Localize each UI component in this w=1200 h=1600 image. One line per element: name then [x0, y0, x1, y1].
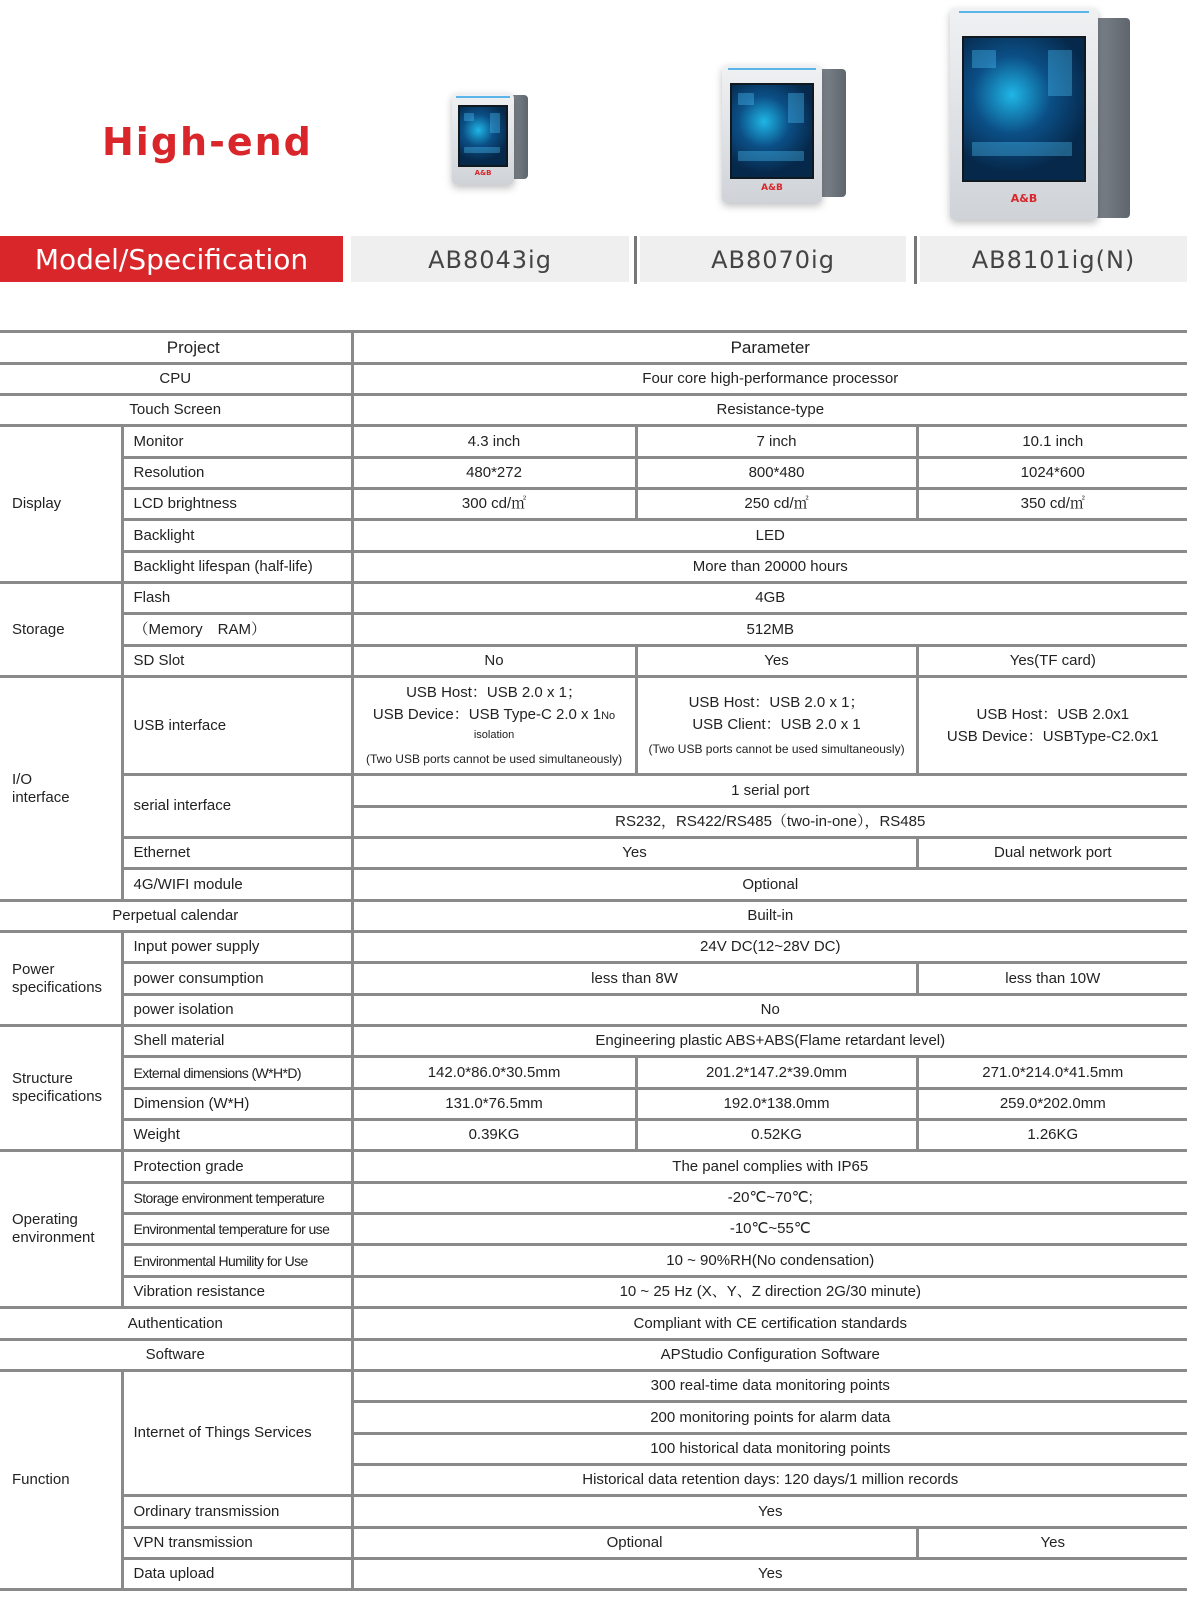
divider	[634, 236, 637, 284]
table-row	[0, 364, 1187, 395]
table-row	[0, 1057, 1187, 1089]
row-value: Historical data retention days: 120 days/1 million records	[352, 1465, 1187, 1496]
table-row	[0, 614, 1187, 646]
row-value: Yes	[352, 838, 917, 869]
row-value: APStudio Configuration Software	[352, 1340, 1187, 1371]
parameter-header: Parameter	[352, 332, 1187, 364]
row-label: power consumption	[122, 963, 352, 995]
usb-cell-ab8043ig	[352, 677, 636, 775]
table-header-row	[0, 332, 1187, 364]
cell-line-note: No isolation	[473, 709, 616, 741]
row-value: less than 8W	[352, 963, 917, 995]
row-value: 10 ~ 90%RH(No condensation)	[352, 1245, 1187, 1277]
row-label: Input power supply	[122, 932, 352, 963]
cell-value: 201.2*147.2*39.0mm	[636, 1057, 917, 1089]
cell-value: Yes	[636, 646, 917, 677]
table-row	[0, 1120, 1187, 1151]
model-header	[0, 236, 1187, 282]
cell-value: 192.0*138.0mm	[636, 1089, 917, 1120]
table-row	[0, 1183, 1187, 1214]
table-row	[0, 901, 1187, 932]
usb-cell-ab8101ig	[917, 677, 1187, 775]
group-label-function: Function	[0, 1371, 122, 1590]
row-value: LED	[352, 520, 1187, 552]
table-row	[0, 963, 1187, 995]
cell-value: 1024*600	[917, 458, 1187, 489]
cell-value: 0.52KG	[636, 1120, 917, 1151]
brand-logo: A&B	[1010, 192, 1038, 205]
cell-value: 250 cd/㎡	[636, 489, 917, 520]
row-label: Ordinary transmission	[122, 1496, 352, 1528]
row-value: No	[352, 995, 1187, 1026]
group-label-io	[0, 677, 122, 901]
cell-line	[358, 706, 631, 744]
row-value: 10 ~ 25 Hz (X、Y、Z direction 2G/30 minute)	[352, 1277, 1187, 1308]
row-value: Yes	[352, 1559, 1187, 1590]
table-row	[0, 1214, 1187, 1245]
table-row	[0, 646, 1187, 677]
cell-value: 4.3 inch	[352, 426, 636, 458]
device-image-ab8070ig	[722, 65, 848, 207]
table-row	[0, 552, 1187, 583]
cell-line: USB Host：USB 2.0x1	[976, 705, 1130, 723]
table-row	[0, 677, 1187, 775]
row-label: Backlight	[122, 520, 352, 552]
cell-value: 1.26KG	[917, 1120, 1187, 1151]
cell-line: USB Host：USB 2.0 x 1；	[688, 693, 865, 711]
model-name-ab8070ig: AB8070ig	[640, 236, 906, 282]
table-row	[0, 426, 1187, 458]
table-row	[0, 838, 1187, 869]
cell-value: No	[352, 646, 636, 677]
row-label: Vibration resistance	[122, 1277, 352, 1308]
table-row	[0, 995, 1187, 1026]
group-label-structure	[0, 1026, 122, 1151]
cell-value: Yes	[917, 1528, 1187, 1559]
cell-value: 10.1 inch	[917, 426, 1187, 458]
group-label-line: I/O	[12, 770, 33, 788]
row-value: Yes	[352, 1496, 1187, 1528]
row-value: 100 historical data monitoring points	[352, 1434, 1187, 1465]
row-value: Resistance-type	[352, 395, 1187, 426]
row-label: SD Slot	[122, 646, 352, 677]
row-label: Dimension (W*H)	[122, 1089, 352, 1120]
cell-value: Yes(TF card)	[917, 646, 1187, 677]
table-row	[0, 1026, 1187, 1057]
row-label: 4G/WIFI module	[122, 869, 352, 901]
group-label-line: specifications	[12, 1088, 103, 1105]
row-label: Weight	[122, 1120, 352, 1151]
group-label-line: Operating	[12, 1211, 78, 1228]
row-label: Protection grade	[122, 1151, 352, 1183]
row-value: Optional	[352, 869, 1187, 901]
row-label: Touch Screen	[0, 395, 352, 426]
model-specification-label: Model/Specification	[0, 236, 343, 282]
row-value: Four core high-performance processor	[352, 364, 1187, 395]
table-row	[0, 1496, 1187, 1528]
table-row	[0, 1559, 1187, 1590]
row-value: 1 serial port	[352, 775, 1187, 807]
cell-value: less than 10W	[917, 963, 1187, 995]
group-label-power	[0, 932, 122, 1026]
table-row	[0, 395, 1187, 426]
cell-value: 350 cd/㎡	[917, 489, 1187, 520]
group-label-line: Structure	[12, 1070, 73, 1087]
table-row	[0, 489, 1187, 520]
row-label: Resolution	[122, 458, 352, 489]
table-row	[0, 1371, 1187, 1402]
table-row	[0, 458, 1187, 489]
cell-note: (Two USB ports cannot be used simultaneously)	[365, 751, 623, 766]
device-screen	[962, 36, 1086, 182]
table-row	[0, 1528, 1187, 1559]
cell-value: 142.0*86.0*30.5mm	[352, 1057, 636, 1089]
row-label: CPU	[0, 364, 352, 395]
row-value: 300 real-time data monitoring points	[352, 1371, 1187, 1402]
row-value: -10℃~55℃	[352, 1214, 1187, 1245]
group-label-display: Display	[0, 426, 122, 583]
row-label: Authentication	[0, 1308, 352, 1340]
cell-line: USB Host：USB 2.0 x 1；	[406, 683, 582, 701]
row-value: 24V DC(12~28V DC)	[352, 932, 1187, 963]
table-row	[0, 1340, 1187, 1371]
table-row	[0, 520, 1187, 552]
cell-value: Dual network port	[917, 838, 1187, 869]
device-image-ab8043ig	[452, 93, 530, 187]
cell-value: 131.0*76.5mm	[352, 1089, 636, 1120]
row-label: Flash	[122, 583, 352, 614]
table-row	[0, 1245, 1187, 1277]
row-label: Internet of Things Services	[122, 1371, 352, 1496]
group-label-line: specifications	[12, 978, 103, 996]
row-label: VPN transmission	[122, 1528, 352, 1559]
table-row	[0, 1277, 1187, 1308]
row-label: Environmental temperature for use	[122, 1214, 352, 1245]
table-row	[0, 1308, 1187, 1340]
row-label: Perpetual calendar	[0, 901, 352, 932]
table-row	[0, 583, 1187, 614]
brand-logo: A&B	[474, 169, 492, 177]
group-label-storage: Storage	[0, 583, 122, 677]
row-label: serial interface	[122, 775, 352, 838]
cell-value: 300 cd/㎡	[352, 489, 636, 520]
cell-value: 259.0*202.0mm	[917, 1089, 1187, 1120]
row-value: Built-in	[352, 901, 1187, 932]
row-label: External dimensions (W*H*D)	[122, 1057, 352, 1089]
table-row	[0, 869, 1187, 901]
table-row	[0, 1089, 1187, 1120]
cell-value: 800*480	[636, 458, 917, 489]
row-label: Storage environment temperature	[122, 1183, 352, 1214]
cell-value: 271.0*214.0*41.5mm	[917, 1057, 1187, 1089]
table-row	[0, 1151, 1187, 1183]
row-value: -20℃~70℃;	[352, 1183, 1187, 1214]
row-value: RS232，RS422/RS485（two-in-one），RS485	[352, 807, 1187, 838]
cell-value: 7 inch	[636, 426, 917, 458]
row-label: Software	[0, 1340, 352, 1371]
row-label: LCD brightness	[122, 489, 352, 520]
row-label: Data upload	[122, 1559, 352, 1590]
row-value: 4GB	[352, 583, 1187, 614]
row-label: Monitor	[122, 426, 352, 458]
group-label-line: Power	[12, 960, 55, 978]
model-name-ab8101ig: AB8101ig(N)	[920, 236, 1187, 282]
row-label: Backlight lifespan (half-life)	[122, 552, 352, 583]
project-header: Project	[0, 332, 352, 364]
table-row	[0, 775, 1187, 807]
cell-line: USB Client：USB 2.0 x 1	[692, 715, 861, 733]
usb-cell-ab8070ig	[636, 677, 917, 775]
row-label: Environmental Humility for Use	[122, 1245, 352, 1277]
cell-value: 480*272	[352, 458, 636, 489]
row-label: power isolation	[122, 995, 352, 1026]
row-label: Ethernet	[122, 838, 352, 869]
row-value: Compliant with CE certification standards	[352, 1308, 1187, 1340]
cell-line: USB Device：USBType-C2.0x1	[946, 727, 1159, 745]
device-screen	[730, 83, 814, 179]
model-name-ab8043ig: AB8043ig	[351, 236, 629, 282]
row-label: Shell material	[122, 1026, 352, 1057]
group-label-line: interface	[12, 788, 70, 806]
row-value: Optional	[352, 1528, 917, 1559]
spec-table	[0, 330, 1187, 1591]
cell-line-text: USB Device：USB Type-C 2.0 x 1	[372, 705, 602, 723]
group-label-operating	[0, 1151, 122, 1308]
device-image-ab8101ig	[950, 8, 1132, 224]
row-value: 200 monitoring points for alarm data	[352, 1402, 1187, 1434]
divider	[914, 236, 917, 284]
device-screen	[458, 105, 508, 167]
row-value: 512MB	[352, 614, 1187, 646]
row-value: The panel complies with IP65	[352, 1151, 1187, 1183]
group-label-line: environment	[12, 1229, 95, 1246]
row-label: （Memory RAM）	[122, 614, 352, 646]
brand-logo: A&B	[761, 183, 783, 193]
row-value: Engineering plastic ABS+ABS(Flame retardant level)	[352, 1026, 1187, 1057]
row-label: USB interface	[122, 677, 352, 775]
cell-note: (Two USB ports cannot be used simultaneously)	[648, 741, 905, 756]
page-title: High-end	[102, 120, 313, 164]
cell-value: 0.39KG	[352, 1120, 636, 1151]
table-row	[0, 932, 1187, 963]
row-value: More than 20000 hours	[352, 552, 1187, 583]
